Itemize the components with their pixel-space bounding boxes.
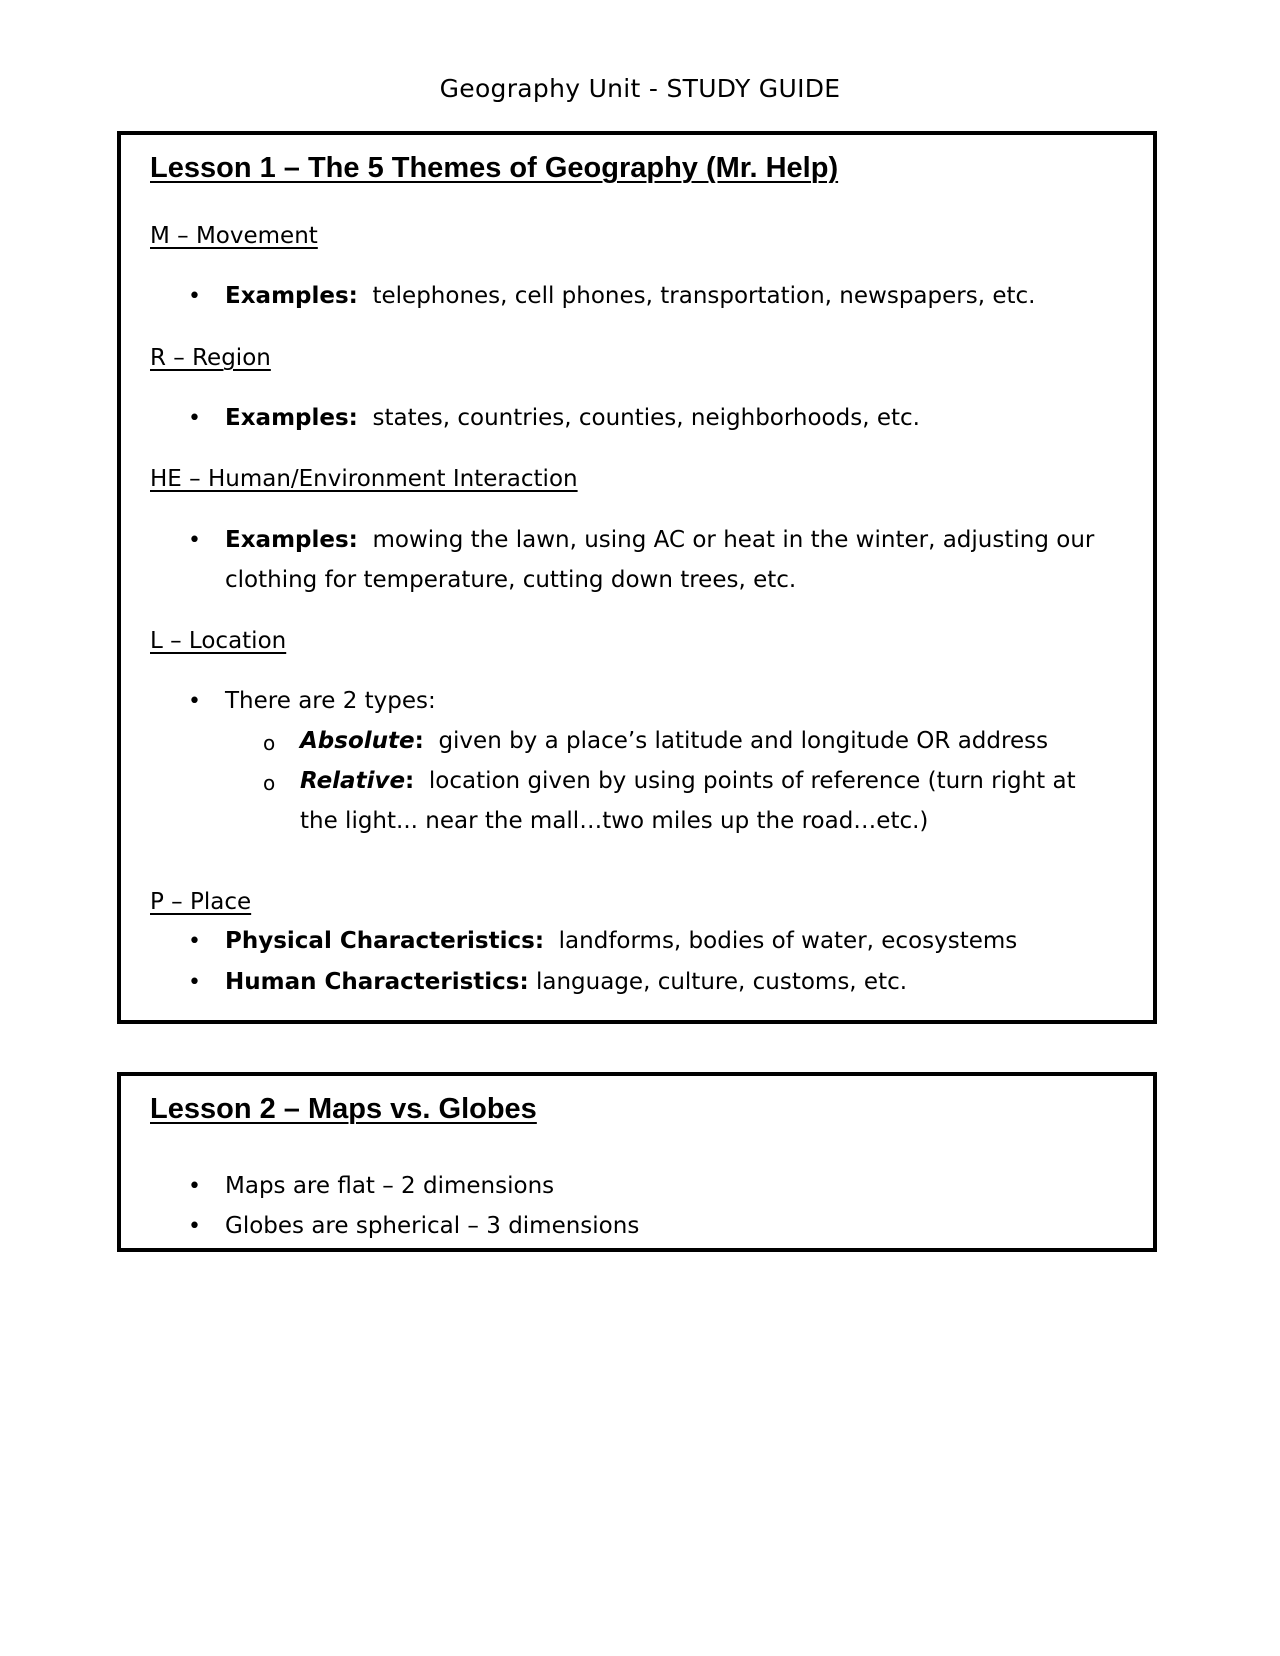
movement-examples-text: telephones, cell phones, transportation, newspapers, etc.	[372, 283, 1036, 309]
location-intro: There are 2 types:	[225, 688, 436, 714]
page-header: Geography Unit - STUDY GUIDE	[439, 74, 841, 103]
bullet-icon: •	[188, 970, 201, 995]
bullet-icon: •	[188, 1214, 201, 1239]
examples-label: Examples:	[225, 405, 358, 431]
location-relative: Relative: location given by using points of reference (turn right at	[300, 768, 1076, 794]
physical-label: Physical Characteristics:	[225, 928, 545, 954]
location-absolute: Absolute: given by a place’s latitude and longitude OR address	[300, 728, 1049, 754]
human-text: language, culture, customs, etc.	[535, 969, 908, 995]
physical-text: landforms, bodies of water, ecosystems	[558, 928, 1018, 954]
place-human	[225, 969, 907, 995]
absolute-text: given by a place’s latitude and longitude OR address	[438, 728, 1049, 754]
hei-heading: HE – Human/Environment Interaction	[150, 466, 578, 492]
bullet-icon: •	[188, 689, 201, 714]
region-examples	[225, 405, 920, 431]
movement-heading: M – Movement	[150, 223, 318, 249]
hei-examples-text-2: clothing for temperature, cutting down trees, etc.	[225, 567, 797, 593]
place-physical	[225, 928, 1017, 954]
region-examples-text: states, countries, counties, neighborhoods, etc.	[372, 405, 920, 431]
place-heading: P – Place	[150, 889, 252, 915]
bullet-icon: •	[188, 528, 201, 553]
hei-examples	[225, 527, 1094, 553]
circle-bullet-icon: o	[263, 771, 276, 795]
bullet-icon: •	[188, 284, 201, 309]
bullet-icon: •	[188, 1174, 201, 1199]
lesson1-title: Lesson 1 – The 5 Themes of Geography (Mr. Help)	[150, 152, 839, 184]
lesson2-item: Globes are spherical – 3 dimensions	[225, 1213, 640, 1239]
bullet-icon: •	[188, 929, 201, 954]
circle-bullet-icon: o	[263, 731, 276, 755]
bullet-icon: •	[188, 406, 201, 431]
relative-label: Relative	[300, 768, 406, 794]
examples-label: Examples:	[225, 527, 358, 553]
human-label: Human Characteristics:	[225, 969, 529, 995]
lesson2-item: Maps are flat – 2 dimensions	[225, 1173, 555, 1199]
region-heading: R – Region	[150, 345, 271, 371]
relative-text-2: the light... near the mall…two miles up the road…etc.)	[300, 808, 929, 834]
lesson2-title: Lesson 2 – Maps vs. Globes	[150, 1093, 537, 1125]
relative-text-1: location given by using points of reference (turn right at	[428, 768, 1076, 794]
examples-label: Examples:	[225, 283, 358, 309]
movement-examples	[225, 283, 1035, 309]
absolute-label: Absolute	[300, 728, 415, 754]
location-heading: L – Location	[150, 628, 287, 654]
hei-examples-text-1: mowing the lawn, using AC or heat in the winter, adjusting our	[372, 527, 1095, 553]
